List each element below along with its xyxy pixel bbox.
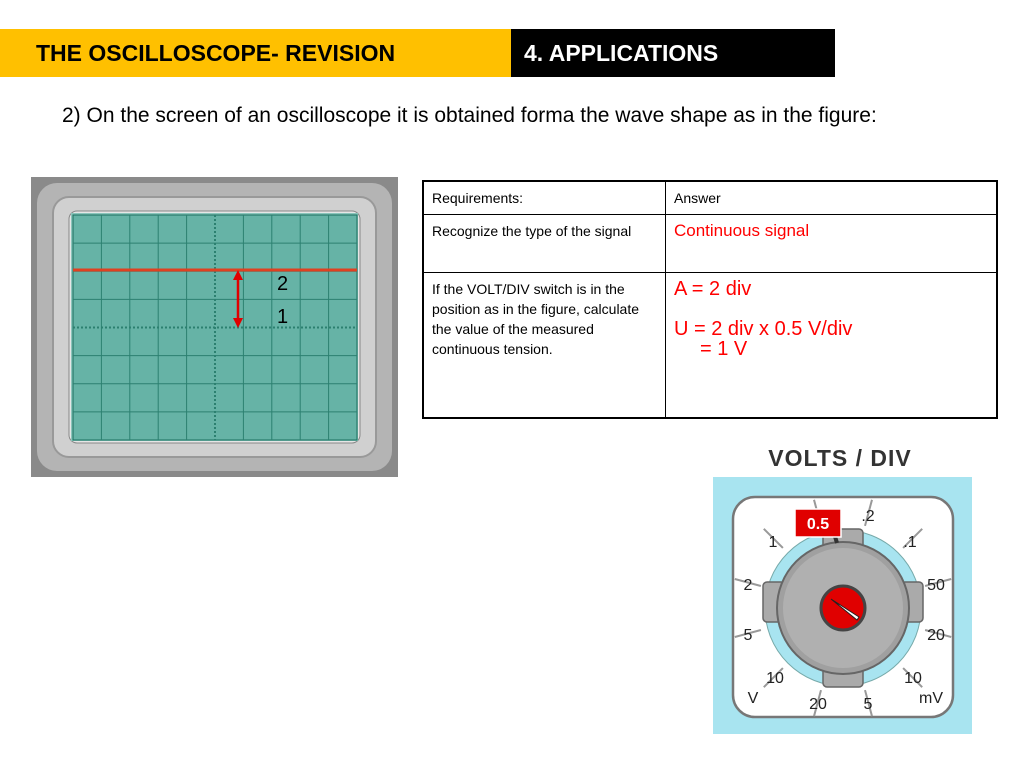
table-row [423, 215, 997, 273]
answer-cell: Continuous signal [666, 215, 998, 273]
dial-scale-label: 5 [743, 627, 753, 644]
header-section: 4. APPLICATIONS [511, 29, 835, 77]
div-label-2: 2 [277, 273, 289, 295]
oscilloscope-screen [31, 177, 398, 477]
table-header-row [423, 181, 997, 215]
volts-div-title: VOLTS / DIV [768, 445, 912, 471]
dial-scale-label: 20 [927, 627, 945, 644]
dial-scale-label: 2 [743, 577, 753, 594]
requirement-cell: Recognize the type of the signal [423, 215, 666, 273]
unit-mv-label: mV [919, 690, 943, 707]
selected-value-text: 0.5 [806, 516, 830, 533]
requirements-table [422, 180, 998, 419]
answer-voltage: U = 2 div x 0.5 V/div [674, 318, 853, 340]
answer-result: = 1 V [700, 338, 748, 360]
dial-scale-label: 5 [863, 696, 873, 713]
dial-scale-label: 10 [904, 670, 922, 687]
header-answer: Answer [666, 181, 998, 215]
dial-scale-label: 50 [927, 577, 945, 594]
header-requirements: Requirements: [423, 181, 666, 215]
requirements-table-wrap [422, 180, 998, 419]
div-label-1: 1 [277, 306, 289, 328]
dial-scale-label: 20 [809, 696, 827, 713]
volts-div-dial [713, 477, 972, 734]
answer-amplitude: A = 2 div [674, 278, 752, 300]
dial-scale-label: 1 [768, 534, 778, 551]
header-title: THE OSCILLOSCOPE- REVISION [0, 29, 511, 77]
dial-scale-label: .2 [861, 508, 875, 525]
requirement-cell: If the VOLT/DIV switch is in the position as in the figure, calculate the value of the measured continuous tension. [423, 273, 666, 418]
dial-scale-label: 10 [766, 670, 784, 687]
question-text: 2) On the screen of an oscilloscope it is obtained forma the wave shape as in the figure: [62, 104, 877, 127]
answer-cell [666, 273, 998, 418]
dial-scale-label: .1 [903, 534, 917, 551]
table-row [423, 273, 997, 418]
unit-v-label: V [747, 690, 759, 707]
